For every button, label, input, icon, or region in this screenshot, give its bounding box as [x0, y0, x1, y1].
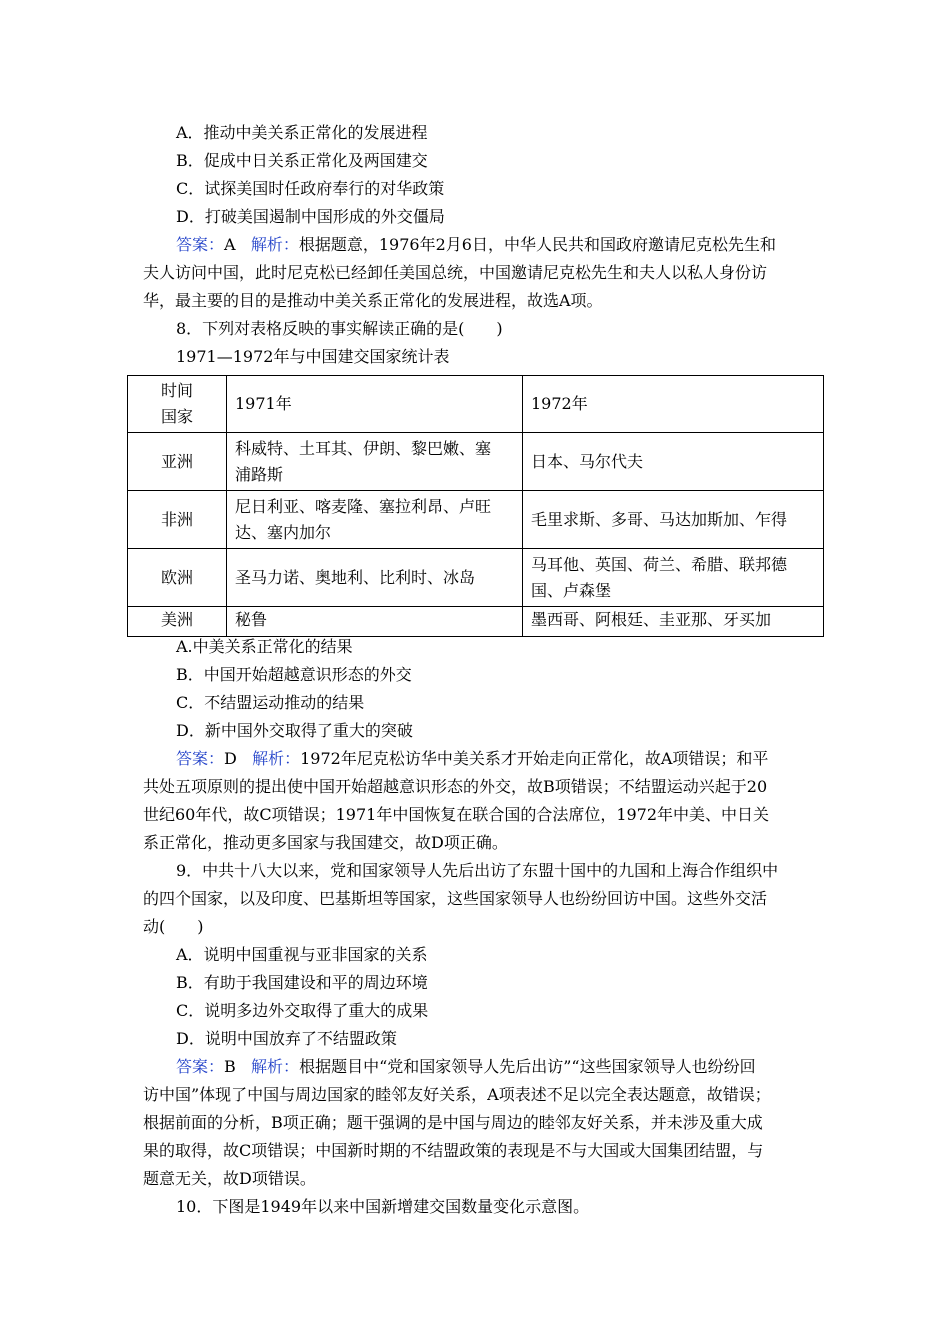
cell-1971 — [227, 549, 523, 607]
q7-option-b: B．促成中日关系正常化及两国建交 — [176, 151, 428, 170]
region-cell: 美洲 — [128, 607, 227, 637]
q7-analysis-line-3: 华，最主要的目的是推动中美关系正常化的发展进程，故选A项。 — [143, 291, 603, 310]
cell-text: 科威特、土耳其、伊朗、黎巴嫩、塞 — [235, 438, 492, 458]
cell-text: 尼日利亚、喀麦隆、塞拉利昂、卢旺 — [235, 496, 492, 516]
cell-1971 — [227, 433, 523, 491]
q9-analysis-line-1: 根据题目中“党和国家领导人先后出访”“这些国家领导人也纷纷回 — [299, 1057, 756, 1076]
cell-1972 — [523, 607, 824, 637]
q8-stem: 8．下列对表格反映的事实解读正确的是( ) — [176, 319, 503, 338]
cell-text: 圣马力诺、奥地利、比利时、冰岛 — [235, 567, 476, 587]
q9-analysis-line-2: 访中国”体现了中国与周边国家的睦邻友好关系，A项表述不足以完全表达题意，故错误； — [143, 1085, 771, 1104]
q8-analysis-line-4: 系正常化，推动更多国家与我国建交，故D项正确。 — [143, 833, 508, 852]
q7-option-c: C．试探美国时任政府奉行的对华政策 — [176, 179, 445, 198]
q7-answer-label: 答案： — [176, 235, 225, 254]
col-header-1971: 1971年 — [227, 376, 523, 433]
cell-text: 秘鲁 — [235, 610, 268, 629]
col-header-1972: 1972年 — [523, 376, 824, 433]
table-header-row — [128, 376, 824, 433]
cell-text: 日本、马尔代夫 — [531, 451, 644, 471]
q9-answer-value: B — [224, 1057, 236, 1076]
table-corner-cell — [128, 376, 227, 433]
q9-option-b: B．有助于我国建设和平的周边环境 — [176, 973, 428, 992]
q8-answer-label: 答案： — [176, 749, 225, 768]
q8-option-d: D．新中国外交取得了重大的突破 — [176, 721, 413, 740]
table-row — [128, 491, 824, 549]
corner-bottom-text: 国家 — [160, 407, 193, 426]
q7-answer-value: A — [224, 235, 236, 254]
region-cell: 欧洲 — [128, 549, 227, 607]
q7-answer-line — [176, 235, 776, 255]
cell-text: 浦路斯 — [235, 464, 284, 484]
q9-stem-line-3: 动( ) — [143, 917, 204, 936]
q8-option-c: C．不结盟运动推动的结果 — [176, 693, 365, 712]
q8-option-a: A.中美关系正常化的结果 — [176, 637, 353, 656]
region-cell: 非洲 — [128, 491, 227, 549]
q9-analysis-line-4: 果的取得，故C项错误；中国新时期的不结盟政策的表现是不与大国或大国集团结盟，与 — [143, 1141, 764, 1160]
q7-option-a: A．推动中美关系正常化的发展进程 — [176, 123, 428, 142]
cell-text: 毛里求斯、多哥、马达加斯加、乍得 — [531, 509, 788, 529]
q8-option-b: B．中国开始超越意识形态的外交 — [176, 665, 412, 684]
q9-analysis-line-3: 根据前面的分析，B项正确；题干强调的是中国与周边的睦邻友好关系，并未涉及重大成 — [143, 1113, 763, 1132]
table-row — [128, 607, 824, 637]
q9-stem-line-1: 9．中共十八大以来，党和国家领导人先后出访了东盟十国中的九国和上海合作组织中 — [176, 861, 779, 880]
q8-table — [127, 375, 824, 637]
q9-analysis-line-5: 题意无关，故D项错误。 — [143, 1169, 316, 1188]
q8-answer-value: D — [224, 749, 237, 768]
table-row — [128, 433, 824, 491]
q9-answer-label: 答案： — [176, 1057, 225, 1076]
cell-text: 达、塞内加尔 — [235, 522, 332, 542]
cell-1972 — [523, 491, 824, 549]
cell-1971 — [227, 607, 523, 637]
q9-option-a: A．说明中国重视与亚非国家的关系 — [176, 945, 428, 964]
q8-table-title: 1971—1972年与中国建交国家统计表 — [176, 347, 450, 366]
q10-stem: 10．下图是1949年以来中国新增建交国数量变化示意图。 — [176, 1197, 590, 1216]
corner-top-text: 时间 — [160, 381, 193, 400]
cell-text: 马耳他、英国、荷兰、希腊、联邦德 — [531, 554, 788, 574]
q8-analysis-line-2: 共处五项原则的提出使中国开始超越意识形态的外交，故B项错误；不结盟运动兴起于20 — [143, 777, 768, 796]
region-cell: 亚洲 — [128, 433, 227, 491]
q9-option-d: D．说明中国放弃了不结盟政策 — [176, 1029, 397, 1048]
q7-option-d: D．打破美国遏制中国形成的外交僵局 — [176, 207, 445, 226]
q7-analysis-label: 解析： — [250, 235, 299, 254]
q9-stem-line-2: 的四个国家，以及印度、巴基斯坦等国家，这些国家领导人也纷纷回访中国。这些外交活 — [143, 889, 768, 908]
cell-1971 — [227, 491, 523, 549]
q7-analysis-line-1: 根据题意，1976年2月6日，中华人民共和国政府邀请尼克松先生和 — [298, 235, 776, 254]
q9-answer-line — [176, 1057, 756, 1077]
cell-text: 国、卢森堡 — [531, 580, 612, 600]
q8-analysis-label: 解析： — [252, 749, 301, 768]
cell-1972 — [523, 549, 824, 607]
cell-text: 墨西哥、阿根廷、圭亚那、牙买加 — [531, 610, 772, 629]
q7-analysis-line-2: 夫人访问中国，此时尼克松已经卸任美国总统，中国邀请尼克松先生和夫人以私人身份访 — [143, 263, 768, 282]
q8-answer-line — [176, 749, 768, 769]
q9-analysis-label: 解析： — [251, 1057, 300, 1076]
q9-option-c: C．说明多边外交取得了重大的成果 — [176, 1001, 429, 1020]
cell-1972 — [523, 433, 824, 491]
q8-analysis-line-1: 1972年尼克松访华中美关系才开始走向正常化，故A项错误；和平 — [300, 749, 769, 768]
table-row — [128, 549, 824, 607]
q8-analysis-line-3: 世纪60年代，故C项错误；1971年中国恢复在联合国的合法席位，1972年中美、中日关 — [143, 805, 770, 824]
